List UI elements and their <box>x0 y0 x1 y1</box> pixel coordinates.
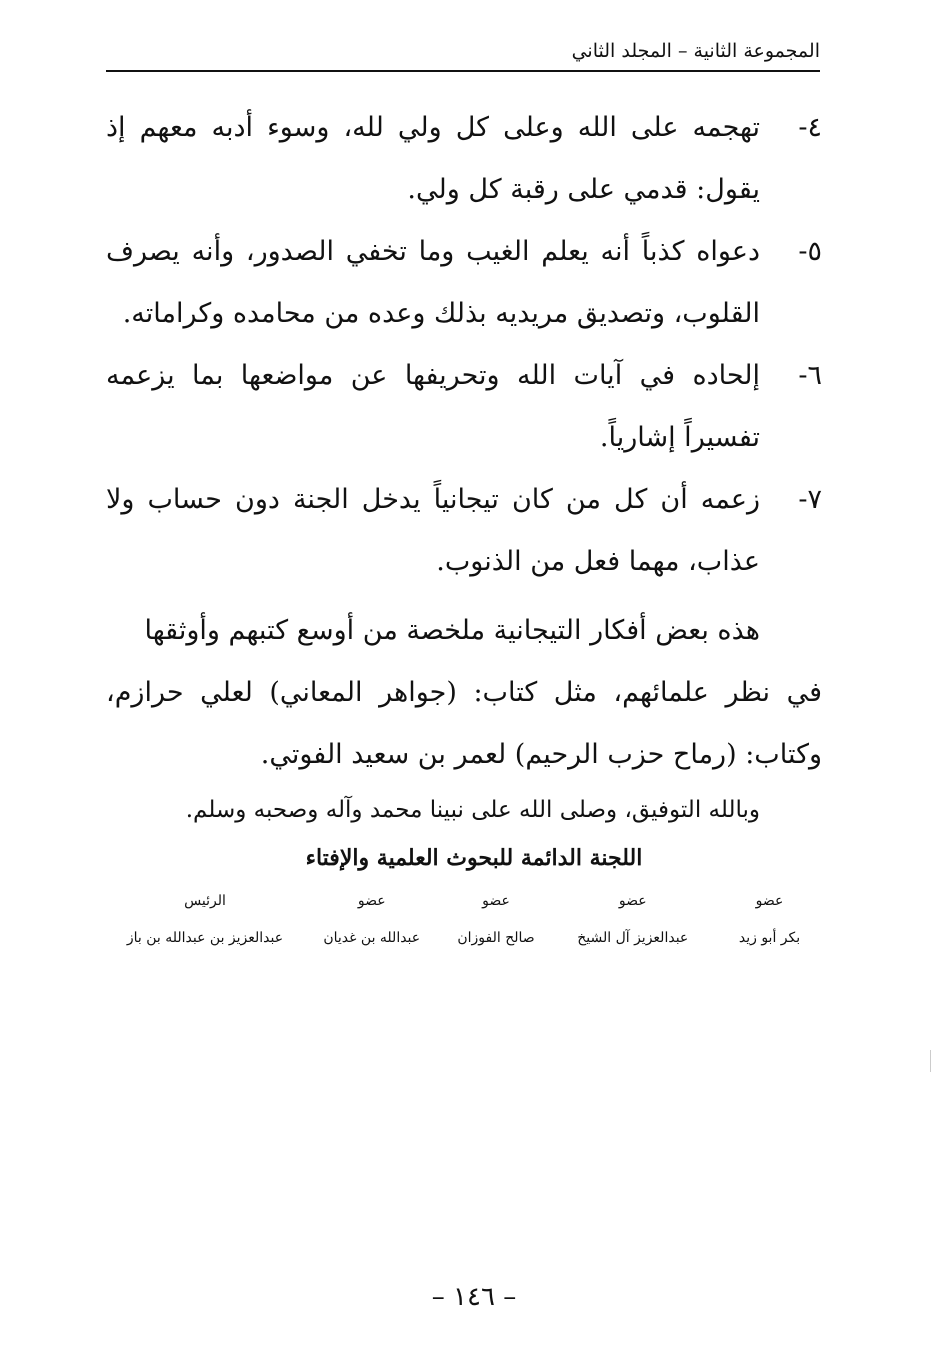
signatory-role: عضو <box>357 893 386 909</box>
signatory-name: عبدالله بن غديان <box>323 930 421 946</box>
header-rule <box>106 70 820 72</box>
signatory-name: بكر أبو زيد <box>738 930 801 946</box>
list-item-text: إلحاده في آيات الله وتحريفها عن مواضعها بما يزعمه تفسيراً إشارياً. <box>106 360 760 453</box>
list-item-number: ٦- <box>798 360 822 391</box>
summary-line-1: هذه بعض أفكار التيجانية ملخصة من أوسع كتبهم وأوثقها <box>144 615 760 646</box>
signatory-role: عضو <box>618 893 647 909</box>
list-item <box>106 345 822 469</box>
list-item-text: تهجمه على الله وعلى كل ولي لله، وسوء أدبه معهم إذ يقول: قدمي على رقبة كل ولي. <box>106 112 760 205</box>
signatory-name: صالح الفوزان <box>457 930 535 946</box>
closing-line: وبالله التوفيق، وصلى الله على نبينا محمد وآله وصحبه وسلم. <box>185 797 760 823</box>
list-item-number: ٤- <box>798 112 822 143</box>
numbered-list <box>106 97 822 593</box>
signatory-name: عبدالعزيز آل الشيخ <box>577 930 689 946</box>
summary-continuation: في نظر علمائهم، مثل كتاب: (جواهر المعاني) لعلي حرازم، وكتاب: (رماح حزب الرحيم) لعمر بن سعيد الفوتي. <box>106 677 822 770</box>
summary-paragraph <box>106 600 822 786</box>
list-item-number: ٥- <box>798 236 822 267</box>
signatory-role: عضو <box>482 893 510 909</box>
list-item <box>106 97 822 221</box>
committee-title: اللجنة الدائمة للبحوث العلمية والإفتاء <box>305 845 643 871</box>
running-header: المجموعة الثانية – المجلد الثاني <box>571 40 820 62</box>
signatory-name: عبدالعزيز بن عبدالله بن باز <box>126 930 284 946</box>
list-item-text: دعواه كذباً أنه يعلم الغيب وما تخفي الصدور، وأنه يصرف القلوب، وتصديق مريديه بذلك وعده من محامده وكراماته. <box>106 236 760 329</box>
signatory-roles <box>110 893 822 909</box>
list-item-number: ٧- <box>798 484 822 515</box>
signatory-role: عضو <box>755 893 784 909</box>
list-item-text: زعمه أن كل من كان تيجانياً يدخل الجنة دون حساب ولا عذاب، مهما فعل من الذنوب. <box>106 484 760 577</box>
signatory-names <box>110 930 822 946</box>
list-item <box>106 469 822 593</box>
scan-mark <box>930 1050 931 1072</box>
list-item <box>106 221 822 345</box>
page-number: – ١٤٦ – <box>431 1282 517 1312</box>
signatory-role: الرئيس <box>184 893 226 909</box>
